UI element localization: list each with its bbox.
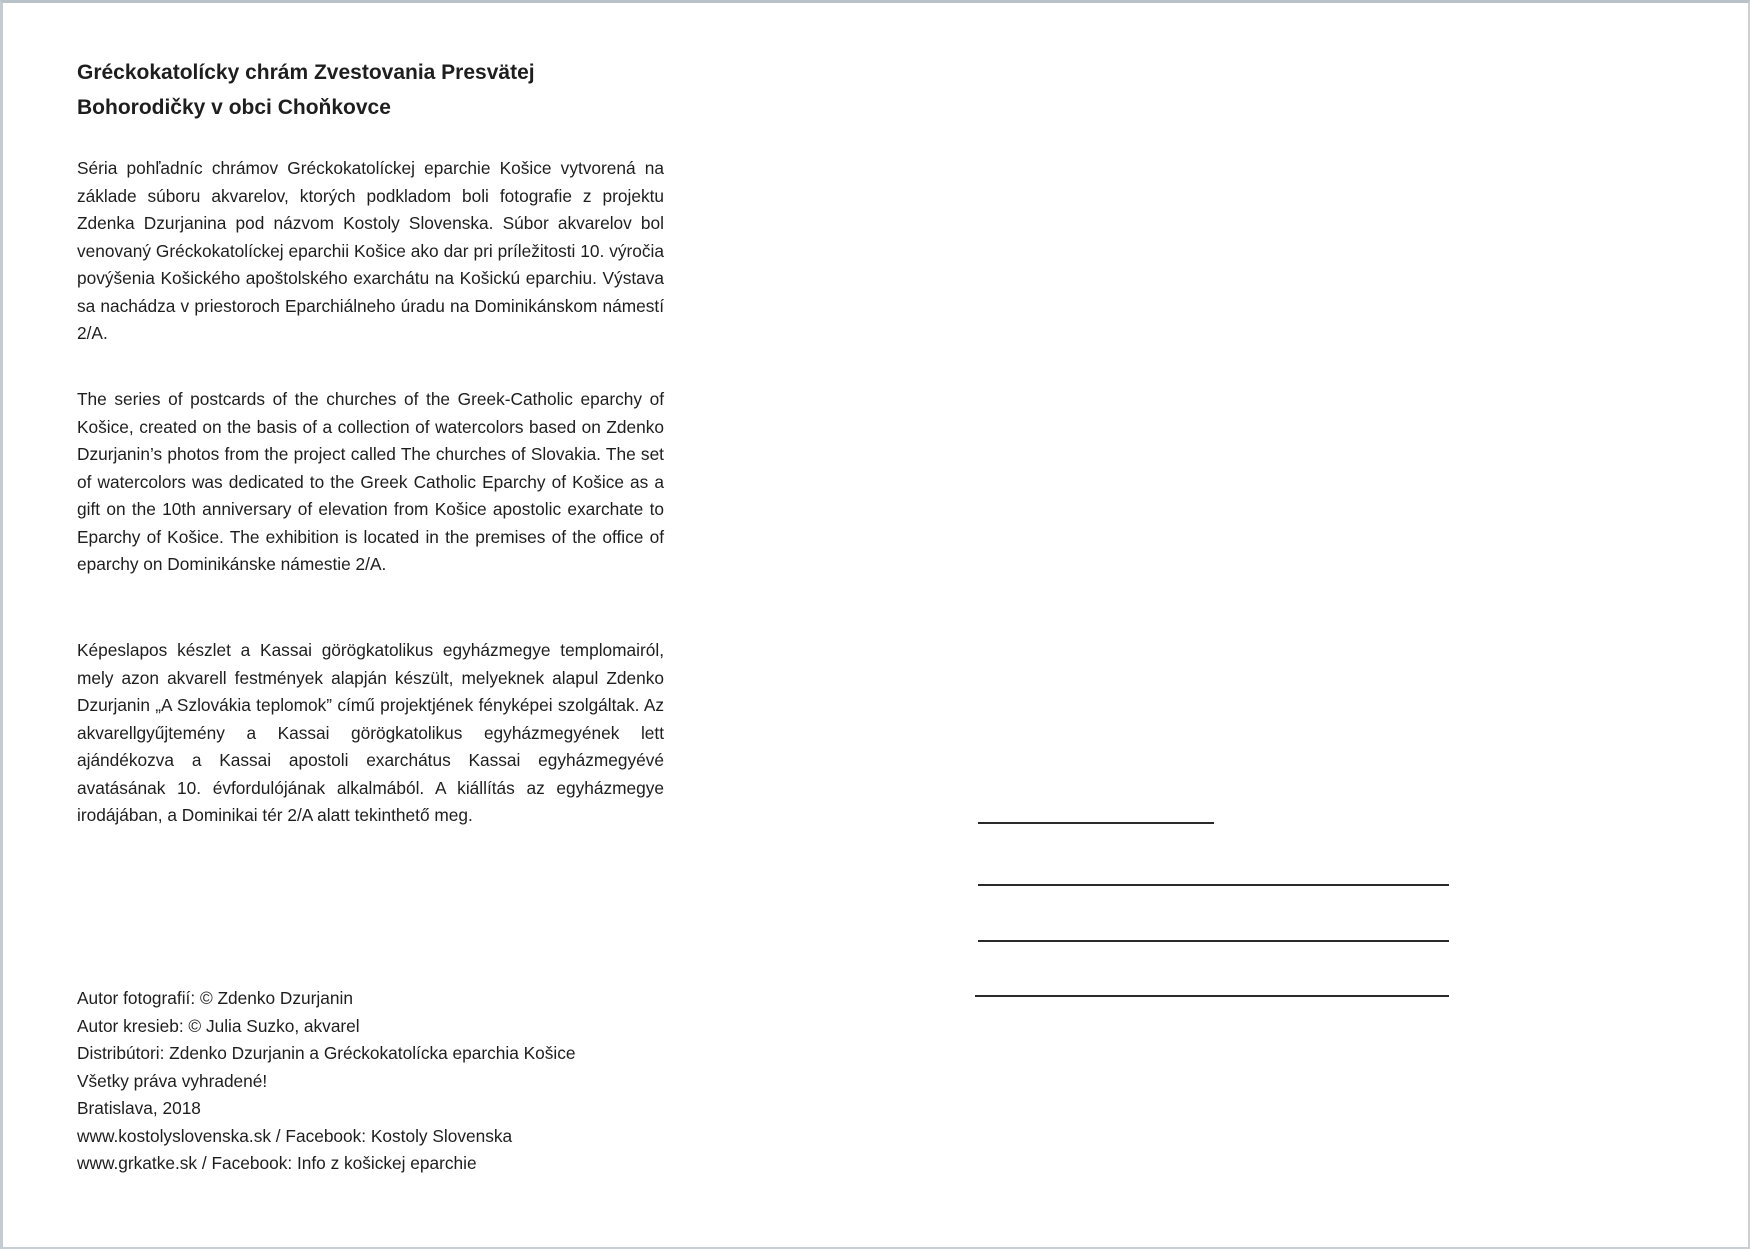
description-english: The series of postcards of the churches of the Greek-Catholic eparchy of Košice, created on the basis of a collection of watercolors based on Zdenko Dzurjanin’s photos from the project called The churches of Slovakia. The set of watercolors was dedicated to the Greek Catholic Eparchy of Košice as a gift on the 10th anniversary of elevation from Košice apostolic exarchate to Eparchy of Košice. The exhibition is located in the premises of the office of eparchy on Dominikánske námestie 2/A. bbox=[77, 389, 664, 574]
address-line-short bbox=[978, 822, 1214, 824]
title-line-1: Gréckokatolícky chrám Zvestovania Presvätej bbox=[77, 61, 535, 84]
photo-author: Autor fotografií: © Zdenko Dzurjanin bbox=[77, 988, 353, 1008]
address-line bbox=[978, 940, 1449, 942]
place-year: Bratislava, 2018 bbox=[77, 1098, 201, 1118]
address-line bbox=[978, 884, 1449, 886]
description-slovak: Séria pohľadníc chrámov Gréckokatolíckej eparchie Košice vytvorená na základe súboru akvarelov, ktorých podkladom boli fotografie z projektu Zdenka Dzurjanina pod názvom Kostoly Slovenska. Súbor akvarelov bol venovaný Gréckokatolíckej eparchii Košice ako dar pri príležitosti 10. výročia povýšenia Košického apoštolského exarchátu na Košickú eparchiu. Výstava sa nachádza v priestoroch Eparchiálneho úradu na Dominikánskom námestí 2/A. bbox=[77, 158, 664, 343]
address-line bbox=[975, 995, 1449, 997]
rights-notice: Všetky práva vyhradené! bbox=[77, 1070, 268, 1091]
description-hungarian: Képeslapos készlet a Kassai görögkatolikus egyházmegye templomairól, mely azon akvarell festmények alapján készült, melyeknek alapul Zdenko Dzurjanin „A Szlovákia teplomok” című projektjének fényképei szolgáltak. Az akvarellgyűjtemény a Kassai görögkatolikus egyházmegyének lett ajándékozva a Kassai apostoli exarchátus Kassai egyházmegyévé avatásának 10. évfordulójának alkalmából. A kiállítás az egyházmegye irodájában, a Dominikai tér 2/A alatt tekinthető meg. bbox=[77, 640, 664, 825]
distributors: Distribútori: Zdenko Dzurjanin a Gréckokatolícka eparchia Košice bbox=[77, 1043, 576, 1063]
postcard-title bbox=[77, 55, 717, 125]
title-line-2: Bohorodičky v obci Choňkovce bbox=[77, 96, 391, 119]
website-grkatke: www.grkatke.sk / Facebook: Info z košickej eparchie bbox=[77, 1153, 477, 1173]
credits-block bbox=[77, 985, 697, 1178]
website-kostoly: www.kostolyslovenska.sk / Facebook: Kostoly Slovenska bbox=[77, 1125, 513, 1146]
drawing-author: Autor kresieb: © Julia Suzko, akvarel bbox=[77, 1015, 360, 1036]
